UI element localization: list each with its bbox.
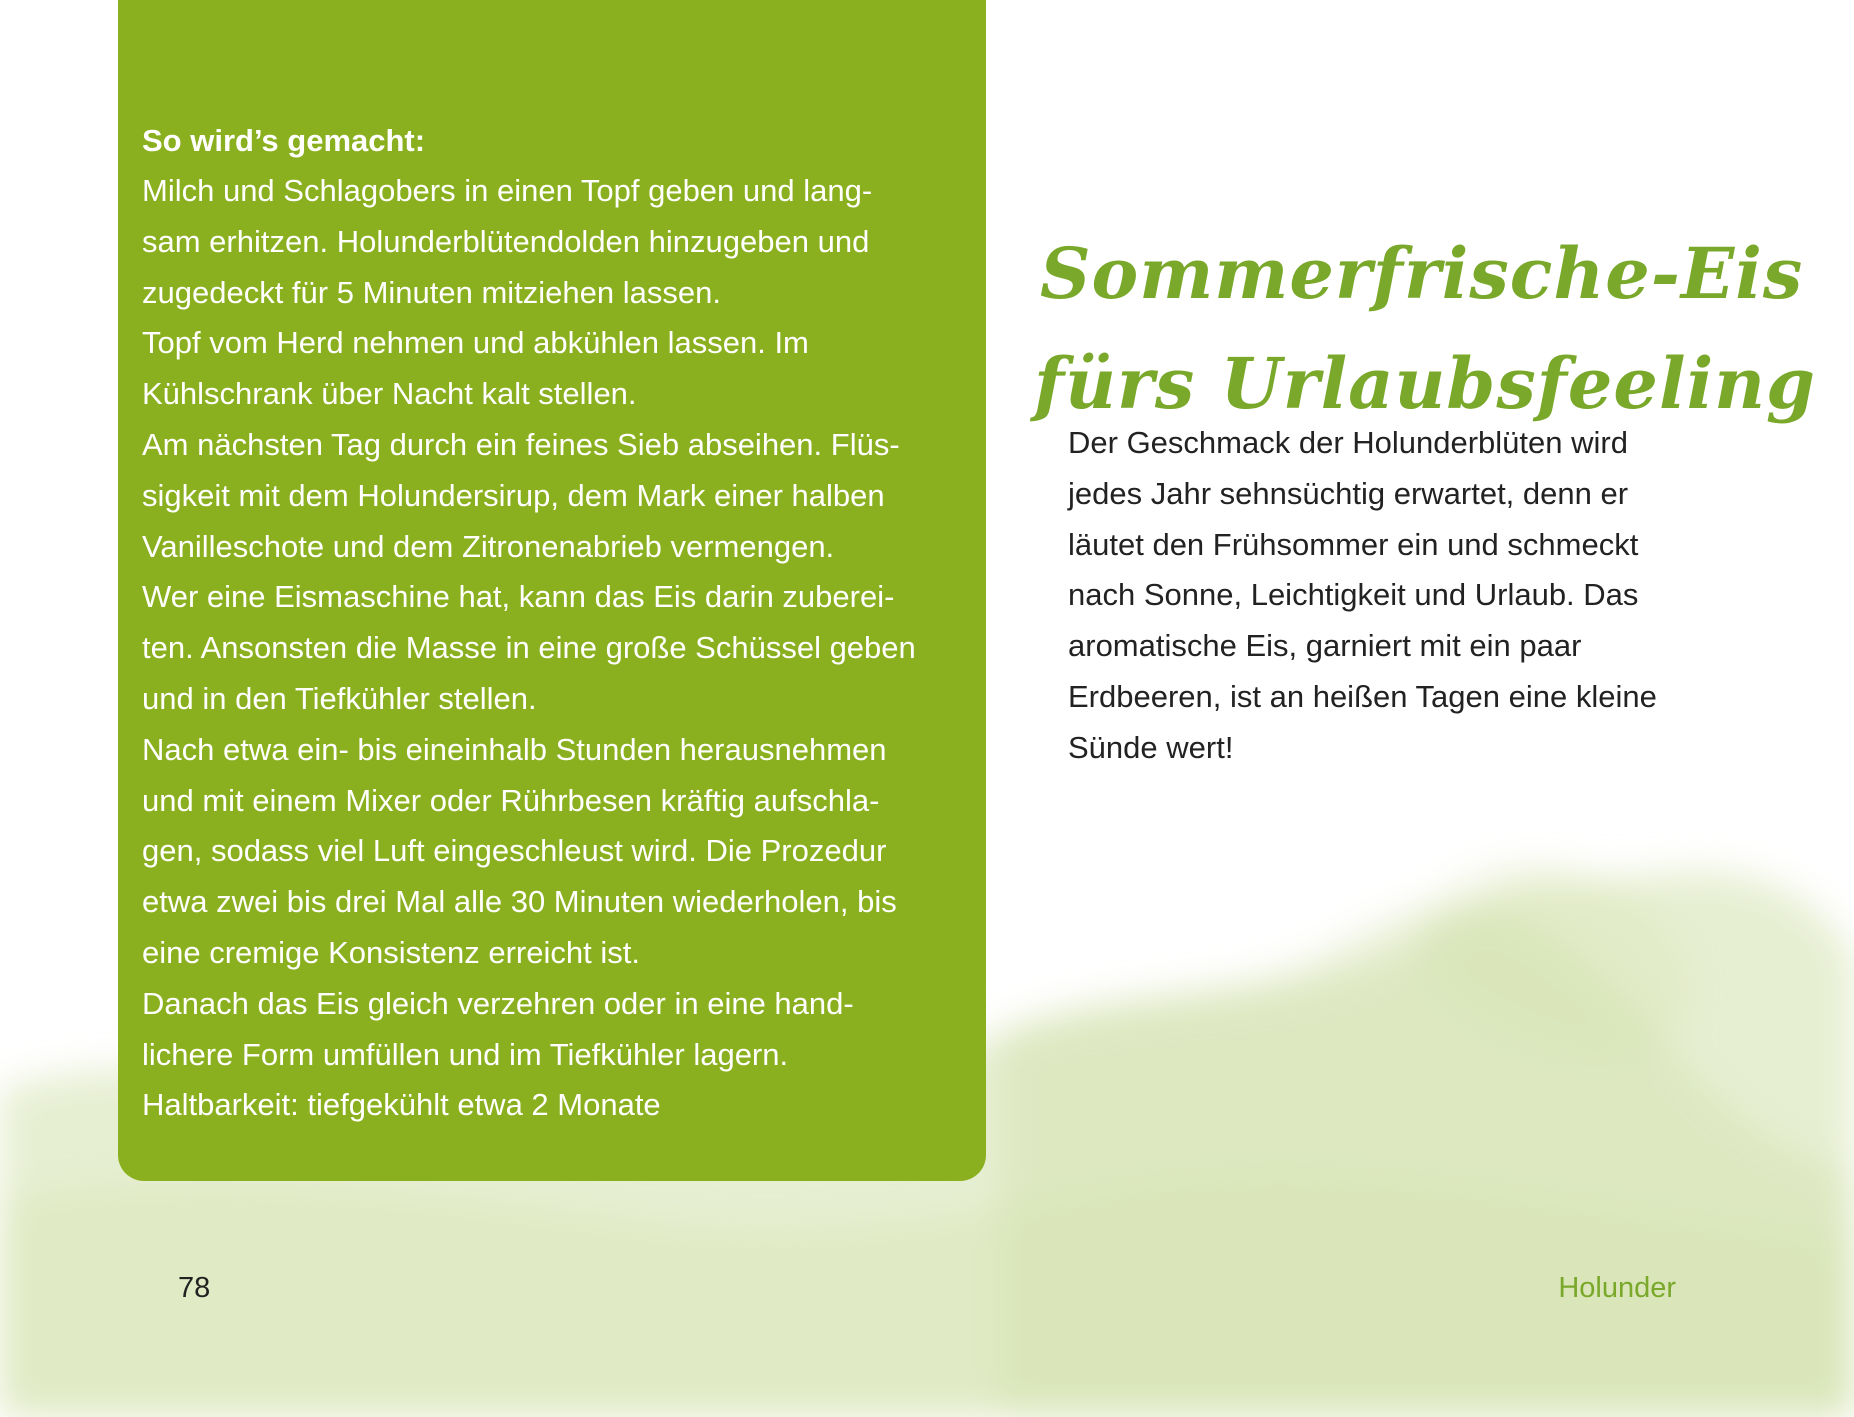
intro-line: Sünde wert! xyxy=(1068,729,1234,765)
instructions-heading: So wird’s gemacht: xyxy=(142,123,426,158)
instructions-line: Vanilleschote und dem Zitronenabrieb vermengen. xyxy=(142,528,835,564)
instructions-line: Wer eine Eismaschine hat, kann das Eis darin zuberei- xyxy=(142,579,895,615)
instructions-box xyxy=(118,0,986,1181)
intro-line: jedes Jahr sehnsüchtig erwartet, denn er xyxy=(1068,475,1629,511)
instructions-text xyxy=(142,166,946,1131)
instructions-line: Topf vom Herd nehmen und abkühlen lassen. Im xyxy=(142,325,809,361)
intro-line: aromatische Eis, garniert mit ein paar xyxy=(1068,628,1582,664)
section-name: Holunder xyxy=(1558,1272,1676,1304)
instructions-line: Kühlschrank über Nacht kalt stellen. xyxy=(142,376,637,412)
instructions-line: lichere Form umfüllen und im Tiefkühler lagern. xyxy=(142,1036,789,1072)
page-number: 78 xyxy=(178,1272,211,1304)
instructions-line: und mit einem Mixer oder Rührbesen kräftig aufschla- xyxy=(142,782,880,818)
intro-line: läutet den Frühsommer ein und schmeckt xyxy=(1068,526,1639,562)
intro-line: Der Geschmack der Holunderblüten wird xyxy=(1068,425,1628,460)
instructions-line: Danach das Eis gleich verzehren oder in eine hand- xyxy=(142,985,854,1021)
instructions-line: Am nächsten Tag durch ein feines Sieb abseihen. Flüs- xyxy=(142,426,900,462)
instructions-line: sam erhitzen. Holunderblütendolden hinzugeben und xyxy=(142,223,870,259)
instructions-line: Milch und Schlagobers in einen Topf geben und lang- xyxy=(142,173,873,208)
instructions-line: etwa zwei bis drei Mal alle 30 Minuten wiederholen, bis xyxy=(142,884,897,920)
intro-line: nach Sonne, Leichtigkeit und Urlaub. Das xyxy=(1068,577,1639,613)
recipe-title-line: fürs Urlaubsfeeling xyxy=(1034,341,1816,425)
recipe-intro xyxy=(1068,418,1657,774)
instructions-line: ten. Ansonsten die Masse in eine große Schüssel geben xyxy=(142,630,916,666)
instructions-line: sigkeit mit dem Holundersirup, dem Mark einer halben xyxy=(142,477,885,513)
intro-line: Erdbeeren, ist an heißen Tagen eine kleine xyxy=(1068,678,1657,714)
instructions-line: gen, sodass viel Luft eingeschleust wird. Die Prozedur xyxy=(142,833,887,869)
recipe-title xyxy=(1034,219,1816,439)
instructions-line: zugedeckt für 5 Minuten mitziehen lassen. xyxy=(142,274,721,310)
instructions-line: eine cremige Konsistenz erreicht ist. xyxy=(142,934,640,970)
instructions-line: Haltbarkeit: tiefgekühlt etwa 2 Monate xyxy=(142,1087,661,1123)
recipe-title-line: Sommerfrische-Eis xyxy=(1040,231,1804,315)
instructions-line: Nach etwa ein- bis eineinhalb Stunden herausnehmen xyxy=(142,731,887,767)
instructions-line: und in den Tiefkühler stellen. xyxy=(142,680,537,716)
